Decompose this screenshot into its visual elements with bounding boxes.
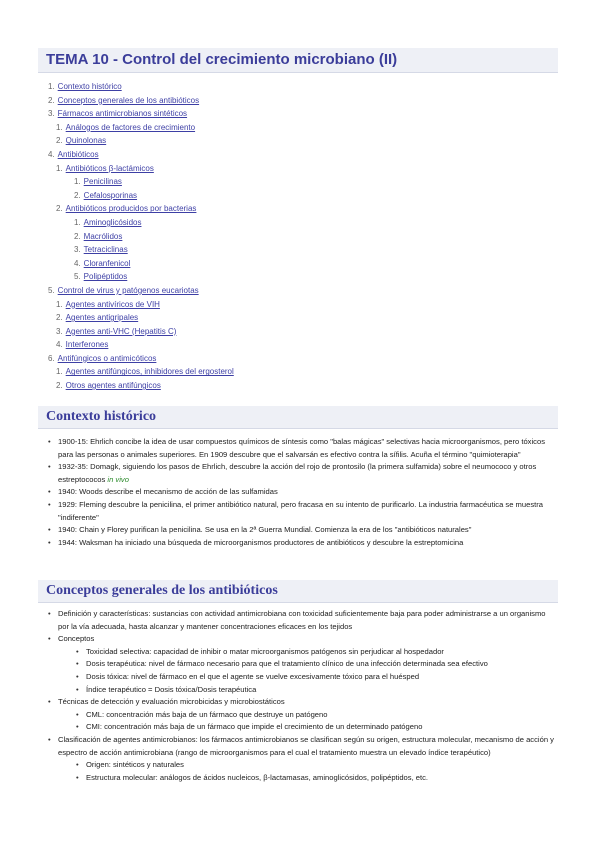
list-item-text: Toxicidad selectiva: capacidad de inhibir o matar microorganismos patógenos sin perjudicar al hospedador — [86, 646, 444, 656]
list-item — [46, 524, 558, 537]
list-item — [46, 734, 558, 784]
list-item-text: Definición y características: sustancias con actividad antimicrobiana con toxicidad suficientemente baja para poder administrarse a un organismo por la vía adecuada, hasta alcanzar y mantener concentraciones eficaces en los tejidos — [58, 609, 546, 631]
toc-item — [48, 365, 568, 379]
toc-link[interactable]: Interferones — [65, 340, 109, 350]
toc-link[interactable]: Control de virus y patógenos eucariotas — [57, 285, 199, 295]
toc-link[interactable]: Penicilinas — [83, 177, 122, 187]
toc-item — [48, 270, 568, 284]
toc-item — [48, 311, 568, 325]
toc-link[interactable]: Antibióticos — [57, 149, 99, 159]
toc-item-number: 3. — [74, 245, 81, 255]
toc-link[interactable]: Macrólidos — [83, 231, 123, 241]
list-item-text: 1940: Chain y Florey purifican la penicilina. Se usa en la 2ª Guerra Mundial. Comienza la era de los "antibióticos naturales" — [58, 525, 472, 535]
toc-item — [48, 107, 568, 121]
toc-item — [48, 80, 568, 94]
toc-item-number: 1. — [56, 299, 63, 309]
sub-list-item — [74, 684, 558, 697]
section-heading-historico — [38, 406, 558, 429]
sub-list-item — [74, 658, 558, 671]
toc-link[interactable]: Cefalosporinas — [83, 190, 138, 200]
toc-item-number: 1. — [56, 163, 63, 173]
toc-item-number: 1. — [48, 82, 55, 91]
toc-item — [48, 175, 568, 189]
list-item-text: Dosis tóxica: nivel de fármaco en el que el agente se vuelve excesivamente tóxico para el huésped — [86, 671, 420, 681]
page-title: TEMA 10 - Control del crecimiento microbiano (II) — [46, 51, 398, 68]
toc-item — [48, 243, 568, 257]
list-item-text: Técnicas de detección y evaluación microbicidas y microbiostáticos — [58, 697, 285, 707]
section-heading-conceptos — [38, 580, 558, 603]
toc-item — [48, 257, 568, 271]
list-item-text: Conceptos — [58, 634, 95, 644]
toc-item-number: 2. — [56, 204, 63, 214]
toc-link[interactable]: Agentes antifúngicos, inhibidores del ergosterol — [65, 367, 234, 377]
toc-item-number: 4. — [56, 340, 63, 350]
toc-link[interactable]: Quinolonas — [65, 136, 107, 146]
toc-item-number: 1. — [56, 122, 63, 132]
sub-list-item — [74, 721, 558, 734]
toc-item-number: 5. — [48, 285, 55, 295]
historico-list — [46, 436, 558, 549]
toc-item — [48, 352, 568, 366]
toc-item-number: 3. — [48, 109, 55, 119]
toc-link[interactable]: Antifúngicos o antimicóticos — [57, 353, 157, 363]
toc-link[interactable]: Tetraciclinas — [83, 245, 128, 255]
toc-link[interactable]: Antibióticos β-lactámicos — [65, 163, 154, 173]
toc-item-number: 2. — [56, 136, 63, 146]
toc-item-number: 2. — [74, 231, 81, 241]
toc-item — [48, 202, 568, 216]
toc-list — [48, 80, 568, 393]
list-item — [46, 696, 558, 734]
list-item — [46, 537, 558, 550]
toc-item-number: 3. — [56, 326, 63, 336]
title-bar — [38, 48, 558, 73]
list-item — [46, 608, 558, 633]
list-item-text: Clasificación de agentes antimicrobianos: los fármacos antimicrobianos se clasifican según su origen, estructura molecular, mecanismo de acción y espectro de acción antimicrobiana (rango de microorganismos para el cual el tratamiento muestra un elevado índice terapéutico) — [58, 734, 554, 757]
toc-link[interactable]: Contexto histórico — [57, 82, 122, 91]
toc-link[interactable]: Aminoglicósidos — [83, 217, 142, 227]
toc-item-number: 1. — [74, 217, 81, 227]
toc-item-number: 6. — [48, 353, 55, 363]
toc-link[interactable]: Otros agentes antifúngicos — [65, 381, 161, 391]
section-title: Contexto histórico — [46, 409, 157, 424]
toc-item — [48, 134, 568, 148]
toc-item-number: 2. — [56, 381, 63, 391]
toc-link[interactable]: Agentes antivíricos de VIH — [65, 299, 160, 309]
toc-link[interactable]: Análogos de factores de crecimiento — [65, 122, 196, 132]
in-vivo-text: in vivo — [107, 474, 129, 484]
list-item — [46, 633, 558, 696]
toc-item — [48, 325, 568, 339]
list-item — [46, 461, 558, 486]
toc-item-number: 2. — [74, 190, 81, 200]
section-title: Conceptos generales de los antibióticos — [46, 583, 278, 598]
list-item-text: 1929: Fleming descubre la penicilina, el primer antibiótico natural, pero fracasa en su intento de purificarlo. La industria farmacéutica se muestra "indiferente" — [58, 499, 543, 522]
list-item-text: Origen: sintéticos y naturales — [86, 760, 184, 770]
toc-item — [48, 148, 568, 162]
list-item — [46, 499, 558, 524]
toc-link[interactable]: Agentes anti-VHC (Hepatitis C) — [65, 326, 177, 336]
toc-item — [48, 230, 568, 244]
toc-item-number: 1. — [74, 177, 81, 187]
list-item-text: 1900-15: Ehrlich concibe la idea de usar compuestos químicos de síntesis como "balas mágicas" selectivas hacia microorganismos, pero tóxicos para las personas o animales superiores. En 1909 descubre que el salvarsán es efectivo contra la sífilis. Acuña el término "quimioterapia" — [58, 437, 545, 459]
toc-item-number: 2. — [56, 313, 63, 323]
toc-link[interactable]: Agentes antigripales — [65, 313, 139, 323]
list-item-text: 1940: Woods describe el mecanismo de acción de las sulfamidas — [58, 487, 278, 497]
toc-item — [48, 284, 568, 298]
list-item-text: 1944: Waksman ha iniciado una búsqueda de microorganismos productores de antibióticos y descubre la estreptomicina — [58, 537, 464, 547]
list-item-text: CML: concentración más baja de un fármaco que destruye un patógeno — [86, 709, 328, 719]
toc-item — [48, 216, 568, 230]
list-item-text: Índice terapéutico = Dosis tóxica/Dosis terapéutica — [86, 684, 257, 694]
toc-item — [48, 338, 568, 352]
toc-link[interactable]: Fármacos antimicrobianos sintéticos — [57, 109, 188, 119]
toc-item-number: 4. — [48, 149, 55, 159]
toc-item-number: 1. — [56, 367, 63, 377]
toc-link[interactable]: Conceptos generales de los antibióticos — [57, 95, 200, 105]
list-item-text: Dosis terapéutica: nivel de fármaco necesario para que el tratamiento clínico de una infección determinada sea efectivo — [86, 659, 488, 669]
toc-item — [48, 298, 568, 312]
toc-link[interactable]: Antibióticos producidos por bacterias — [65, 204, 197, 214]
list-item-text: 1932-35: Domagk, siguiendo los pasos de Ehrlich, descubre la acción del rojo de prontosilo (la primera sulfamida) sobre el neumococo y otros estreptococos — [58, 462, 537, 484]
toc-item — [48, 189, 568, 203]
sub-list-item — [74, 772, 558, 785]
toc-item — [48, 162, 568, 176]
list-item — [46, 436, 558, 461]
toc-item — [48, 121, 568, 135]
toc-item-number: 4. — [74, 258, 81, 268]
toc-link[interactable]: Polipéptidos — [83, 272, 128, 282]
table-of-contents — [48, 80, 568, 393]
toc-item-number: 5. — [74, 272, 81, 282]
sub-list-item — [74, 759, 558, 772]
sub-list-item — [74, 671, 558, 684]
toc-item — [48, 94, 568, 108]
sub-list-item — [74, 709, 558, 722]
sub-list-item — [74, 646, 558, 659]
toc-item-number: 2. — [48, 95, 55, 105]
list-item-text: Estructura molecular: análogos de ácidos nucleicos, β-lactamasas, aminoglicósidos, polipéptidos, etc. — [86, 772, 429, 782]
list-item-text: CMI: concentración más baja de un fármaco que impide el crecimiento de un determinado patógeno — [86, 722, 423, 732]
list-item — [46, 486, 558, 499]
toc-item — [48, 379, 568, 393]
conceptos-list — [46, 608, 558, 784]
toc-link[interactable]: Cloranfenicol — [83, 258, 131, 268]
